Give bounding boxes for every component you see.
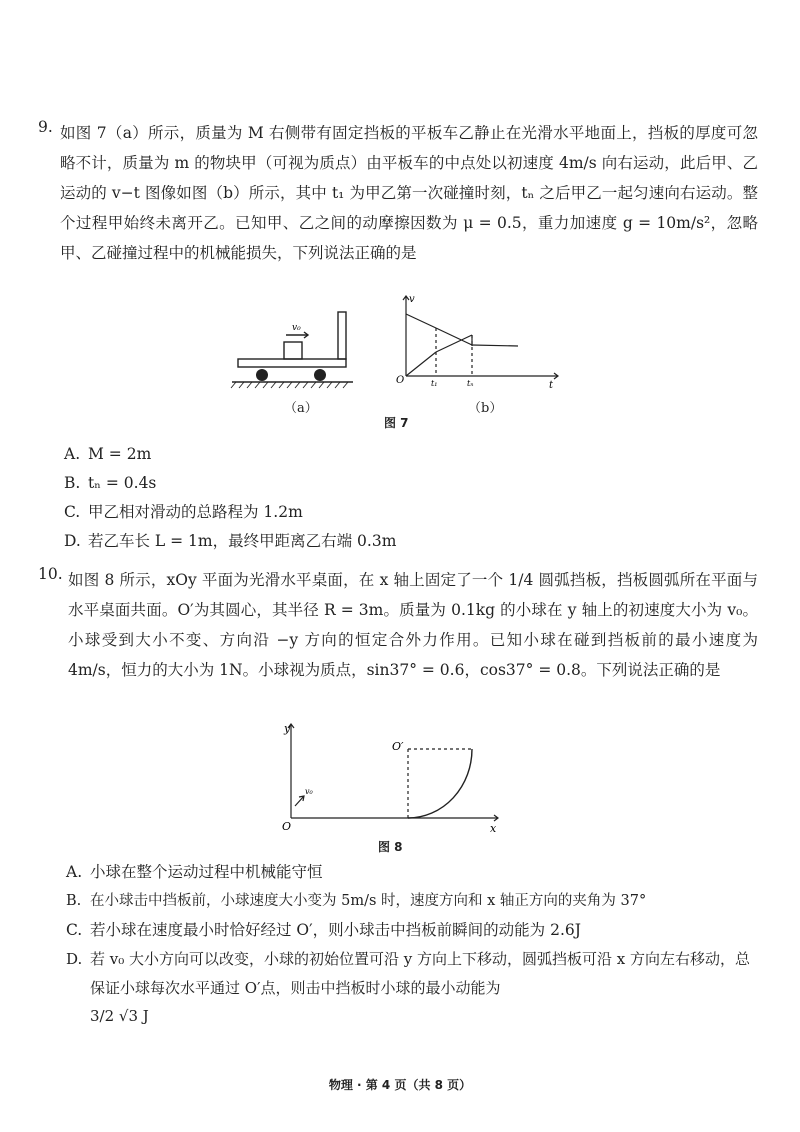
question-number: 9. (38, 118, 53, 136)
figure-8-caption: 图 8 (378, 840, 403, 854)
question-number: 10. (38, 565, 63, 583)
option-d-answer: 3/2 √3 J (90, 1007, 149, 1025)
option-d: D. 若 v₀ 大小方向可以改变，小球的初始位置可沿 y 方向上下移动，圆弧挡板可沿 x 方向左右移动，总保证小球每次水平通过 O′点，则击中挡板时小球的最小动能为 (66, 950, 751, 997)
option-c: C. 若小球在速度最小时恰好经过 O′，则小球击中挡板前瞬间的动能为 2.6J (66, 921, 581, 939)
tn-label: tₙ (467, 379, 474, 388)
subfigure-b-label: （b） (468, 401, 503, 416)
v0-label: v₀ (305, 787, 313, 796)
option-b: B. tₙ = 0.4s (64, 474, 157, 492)
figure-8 (276, 716, 506, 838)
y-axis-label: y (284, 722, 291, 735)
v-axis-label: v (409, 294, 415, 305)
question-9-options (64, 440, 754, 556)
center-label: O′ (392, 740, 404, 753)
option-a: A. M = 2m (64, 445, 152, 463)
question-10-options (66, 858, 756, 1025)
option-d: D. 若乙车长 L = 1m，最终甲距离乙右端 0.3m (64, 532, 397, 550)
t1-label: t₁ (431, 379, 438, 388)
vt-graph (403, 296, 558, 379)
origin-label: O (396, 375, 405, 386)
figure-7 (228, 290, 568, 430)
question-stem: 如图 7（a）所示，质量为 M 右侧带有固定挡板的平板车乙静止在光滑水平地面上，挡板的厚度可忽略不计，质量为 m 的物块甲（可视为质点）由平板车的中点处以初速度 4m/s 向右运动，此后甲、乙运动的 v−t 图像如图（b）所示，其中 t₁ 为甲乙第一次碰撞时刻，tₙ 之后甲乙一起匀速向右运动。整个过程甲始终未离开乙。已知甲、乙之间的动摩擦因数为 μ = 0.5，重力加速度 g = 10m/s²，忽略甲、乙碰撞过程中的机械能损失，下列说法正确的是 (60, 124, 758, 262)
question-stem: 如图 8 所示，xOy 平面为光滑水平桌面，在 x 轴上固定了一个 1/4 圆弧挡板，挡板圆弧所在平面与水平桌面共面。O′为其圆心，其半径 R = 3m。质量为 0.1kg 的小球在 y 轴上的初速度大小为 v₀。小球受到大小不变、方向沿 −y 方向的恒定合外力作用。已知小球在碰到挡板前的最小速度为 4m/s，恒力的大小为 1N。小球视为质点，sin37° = 0.6，cos37° = 0.8。下列说法正确的是 (68, 571, 758, 679)
page-footer: 物理 · 第 4 页（共 8 页） (328, 1078, 472, 1092)
question-9 (38, 118, 758, 268)
t-axis-label: t (549, 380, 554, 391)
option-b: B. 在小球击中挡板前，小球速度大小变为 5m/s 时，速度方向和 x 轴正方向的夹角为 37° (66, 893, 647, 909)
v0-label: v₀ (292, 323, 301, 333)
subfigure-a-label: （a） (284, 401, 318, 416)
figure-7-caption: 图 7 (384, 416, 409, 430)
origin-label: O (282, 820, 292, 833)
option-a: A. 小球在整个运动过程中机械能守恒 (66, 863, 323, 881)
option-c: C. 甲乙相对滑动的总路程为 1.2m (64, 503, 303, 521)
question-10 (38, 565, 758, 685)
x-axis-label: x (490, 822, 497, 835)
wheels (256, 369, 326, 381)
